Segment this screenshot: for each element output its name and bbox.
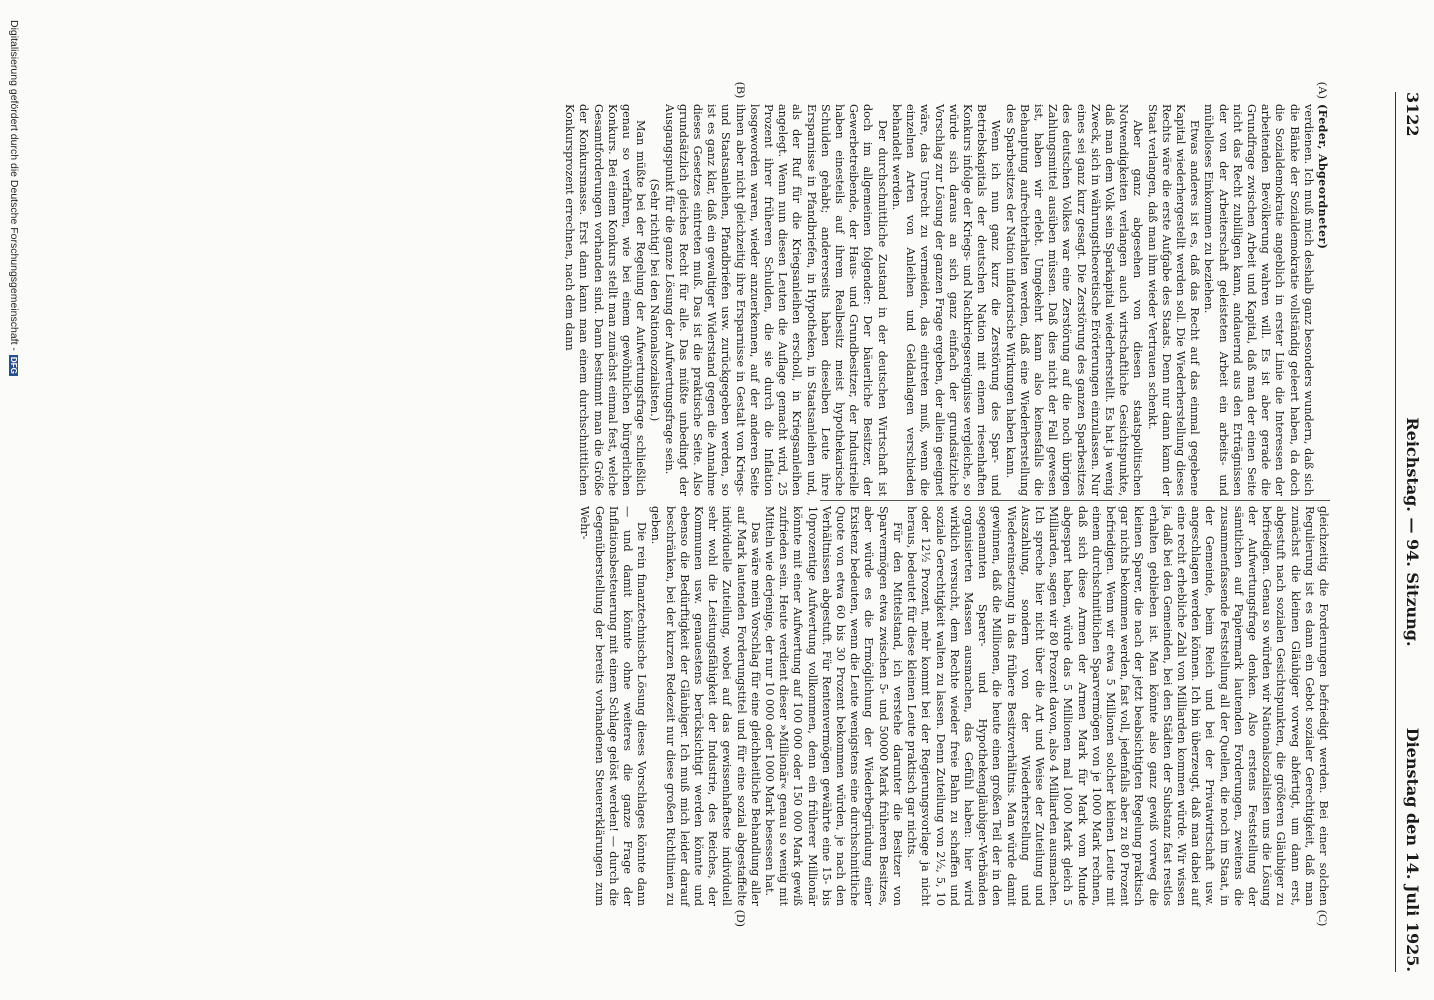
paragraph: gleichzeitig die Forderungen befriedigt werden. Bei einer solchen Regulierung ist es dann ein Gebot sozialer Gerechtigkeit, daß man zunächst die kleinen Gläubiger vorweg abfertigt, um dann erst, abgestuft nach sozialen Gesichtspunkten, die größeren Gläubiger zu befriedigen. Genau so würden wir Nationalsozialisten uns die Lösung der Aufwertungsfrage denken. Also erstens Feststellung der sämtlichen auf Papiermark lautenden Forderungen, zweitens die zusammenfassende Feststellung all der Quellen, die noch im Staat, in der Gemeinde, beim Reich und bei der Privatwirtschaft usw. angeschlagen werden können. Ich bin überzeugt, daß man dabei auf eine recht erhebliche Zahl von Milliarden kommen würde. Wir wissen ja, daß bei den Gemeinden, bei den Städten der Substanz fast restlos erhalten geblieben ist. Man könnte also ganz gewiß vorweg die kleinen Sparer, die nach der jetzt beabsichtigten Regelung praktisch gar nichts bekommen werden, fast voll, jedenfalls aber zu 80 Prozent befriedigen. Wenn wir etwa 5 Millionen solcher kleinen Leute mit einem durchschnittlichen Sparvermögen von je 1000 Mark rechnen, daß sich diese Armen der Armen Mark für Mark vom Munde abgespart haben, würde das 5 Millionen mal 1000 Mark gleich 5 Milliarden, sagen wir 80 Prozent davon, also 4 Milliarden ausmachen. Ich spreche hier nicht über die Art und Weise der Zuteilung und Auszahlung, sondern von der Wiederherstellung und Wiedereinsetzung in das frühere Besitzverhältnis. Man würde damit gewinnen, daß die Millionen, die heute einen großen Teil der in den sogenannten Sparer- und Hypothekengläubiger-Verbänden organisierten Massen ausmachen, das Gefühl haben: hier wird wirklich versucht, dem Rechte wieder freie Bahn zu schaffen und soziale Gerechtigkeit walten zu lassen. Denn Zuteilung von 2½, 5, 10 oder 12½ Prozent, mehr kommt bei der Regierungsvorlage ja nicht heraus, bedeutet für diese kleinen Leute praktisch gar nichts. — [905, 506, 1330, 906]
speaker-name: (Feder, Abgeordneter) — [1316, 104, 1330, 250]
session-date: Dienstag den 14. Juli 1925. — [1403, 727, 1422, 972]
session-title: Reichstag. — 94. Sitzung. — [1403, 417, 1422, 647]
text-column-right — [578, 506, 1330, 906]
paragraph: verdienen. Ich muß mich deshalb ganz besonders wundern, daß sich die Bänke der Sozialdemokratie vollständig geleert haben, da doch die Sozialdemokratie angeblich in erster Linie die Interessen der arbeitenden Bevölkerung wahren will. Es ist aber gerade die Grundfrage zwischen Arbeit und Kapital, daß man der einen Seite nicht das Recht zubilligen kann, andauernd aus den Erträgnissen der von der Arbeiterschaft geleisteten Arbeit ein arbeits- und mühelloses Einkommen zu beziehen. — [1202, 104, 1315, 496]
margin-letter-d: (D) — [734, 910, 748, 927]
paragraph: Wenn ich nun ganz kurz die Zerstörung des Spar- und Betriebskapitals der deutschen Nation mit einem riesenhaften Konkurs infolge der Kriegs- und Nachkriegsereignisse vergleiche, so würde sich daraus an sich ganz einfach der grundsätzliche Vorschlag zur Lösung der ganzen Frage ergeben, der allein geeignet wäre, das Unrecht zu vermeiden, das eintreten muß, wenn die einzelnen Arten von Anleihen und Geldanlagen verschieden behandelt werden. — [889, 104, 1003, 496]
paragraph: Die rein finanztechnische Lösung dieses Vorschlages könnte dann — und damit könnte ohne weiteres die ganze Frage der Inflationsbesteuerung mit einem Schlage gelöst werden! — durch die Gegenüberstellung der bereits vorhandenen Steuererklärungen zum Wehr- — [578, 506, 649, 906]
page-header — [1396, 92, 1422, 972]
speaker-note — [1315, 104, 1330, 496]
applause-note: (Sehr richtig! bei den Nationalsozialisten.) — [648, 178, 662, 422]
text-column-left — [563, 104, 1330, 496]
page-number: 3122 — [1403, 92, 1422, 137]
paragraph: Aber ganz abgesehen von diesen staatspolitischen Notwendigkeiten verlangen auch wirtschaftliche Gesichtspunkte, daß man dem Volk sein Sparkapital wiederherstellt. Es hat ja wenig Zweck, sich in währungstheoretische Erörterungen einzulassen. Nur eines sei ganz kurz gesagt. Die Zerstörung des ganzen Sparbesitzes des deutschen Volkes war eine Zerstörung auf die noch übrigen Zahlungsmittel ausüben müssen. Daß dies nicht der Fall gewesen ist, haben wir erlebt. Umgekehrt kann also keinesfalls die Behauptung aufrechterhalten werden, daß eine Wiederherstellung des Sparbesitzes der Nation inflatorische Wirkungen haben kann. — [1003, 104, 1145, 496]
column-divider — [820, 500, 1330, 501]
margin-letter-c: (C) — [1316, 910, 1330, 926]
paragraph: Man müßte bei der Regelung der Aufwertungsfrage schließlich genau so verfahren, wie bei einem gewöhnlichen bürgerlichen Konkurs. Bei einem Konkurs stellt man zunächst einmal fest, welche Gesamtforderungen vorhanden sind. Dann bestimmt man die Größe der Konkursmasse. Erst dann kann man einem durchschnittlichen Konkursprozent errechnen, nach dem dann — [563, 104, 648, 496]
paragraph: Etwas anderes ist es, daß das Recht auf das einmal gegebene Kapital wiederhergestellt werden soll. Die Wiederherstellung dieses Rechts wäre die erste Aufgabe des Staats. Denn nur dann kann der Staat verlangen, daß man ihm wieder Vertrauen schenkt. — [1145, 104, 1202, 496]
paragraph: Das wäre mein Vorschlag für eine gleichheitliche Behandlung aller auf Mark lautenden Forderungstitel und für eine sozial abgestaffelte individuelle Zuteilung, wobei auf das gewissenhafteste individuell sehr wohl die Leistungsfähigkeit der Industrie, des Reiches, der Kommunen usw. genauestens berücksichtigt werden könnte und ebenso die Bedürftigkeit der Gläubiger. Ich muß mich leider darauf beschränken, bei der kurzen Redezeit nur diese großen Richtlinien zu geben. — [649, 506, 762, 906]
paragraph: Der durchschnittliche Zustand in der deutschen Wirtschaft ist doch im allgemeinen folgender: Der bäuerliche Besitzer, der Gewerbetreibende, der Haus- und Grundbesitzer, der Industrielle haben einesteils auf ihrem Realbesitz meist hypothekarische Schulden gehabt; andererseits haben dieselben Leute ihre Ersparnisse in Pfandbriefen, in Hypotheken, in Staatsanleihen und, als der Ruf für die Kriegsanleihen erscholl, in Kriegsanleihen angelegt. Wenn nun diesen Leuten die Auflage gemacht wird, 25 Prozent ihrer früheren Schulden, die sie durch die Inflation losgeworden waren, wieder anzuerkennen, auf der anderen Seite ihnen aber nicht gleichzeitig ihre Ersparnisse in Gestalt von Kriegs- und Staatsanleihen, Pfandbriefen usw. zurückgegeben werden, so ist es ganz klar, daß ein gewaltiger Widerstand gegen die Annahme dieses Gesetzes eintreten muß. Das ist die praktische Seite. Also grundsätzlich gleiches Recht für alle. Das müßte unbedingt der Ausgangspunkt für die ganze Lösung der Aufwertungsfrage sein. — [662, 104, 889, 496]
header-rule — [1395, 92, 1396, 972]
margin-letter-a: (A) — [1316, 82, 1330, 99]
margin-letter-b: (B) — [734, 82, 748, 98]
dfg-logo: DFG — [9, 356, 18, 374]
dfg-credit-text: Digitalisierung gefördert durch die Deutsche Forschungsgemeinschaft - — [8, 20, 20, 351]
paragraph: Für den Mittelstand, ich verstehe darunter die Besitzer von Sparvermögen etwa zwischen 5- und 50000 Mark früheren Besitzes, aber würde es die Ermöglichung der Wiederbegründung einer Existenz bedeuten, wenn die Leute wenigstens eine durchschnittliche Quote von etwa 60 bis 30 Prozent bekommen würden, je nach den Verhältnissen abgestuft. Für Rentenvermögen gewährte eine 15- bis 10prozentige Aufwertung vollkommen, denn ein früherer Millionär könnte mit einer Aufwertung auf 100 000 oder 150 000 Mark gewiß zufrieden sein. Heute verdient dieser »Millionär« genau so wenig mit Mitteln wie derjenige, der nur 10 000 oder 1000 Mark besessen hat. — [763, 506, 904, 906]
